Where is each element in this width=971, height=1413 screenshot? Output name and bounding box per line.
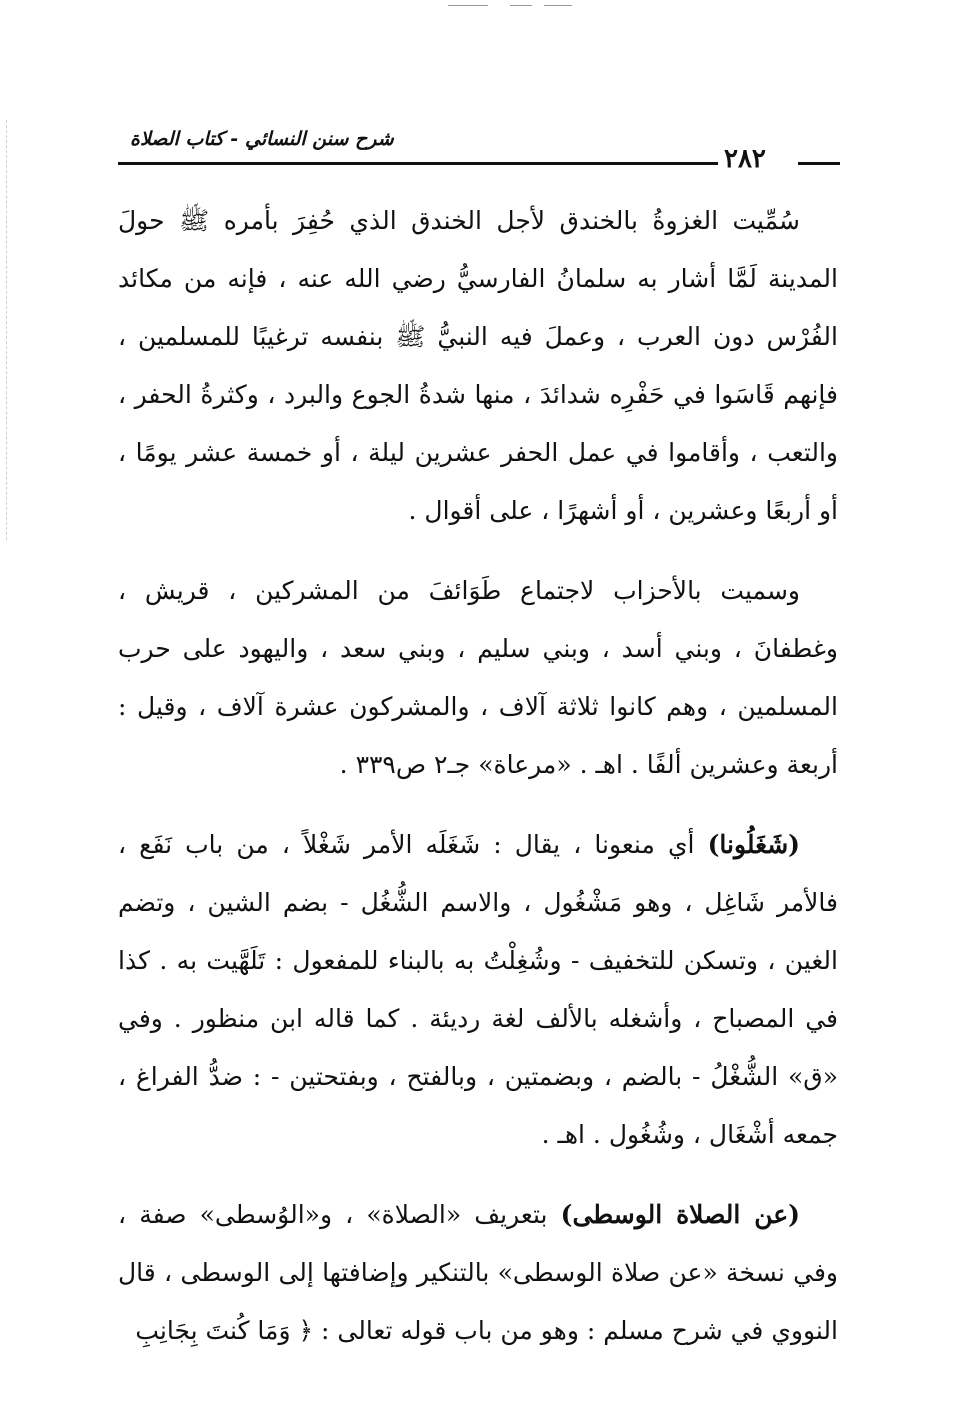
scan-binding-line xyxy=(6,120,7,540)
paragraph-1-text: سُمِّيت الغزوةُ بالخندق لأجل الخندق الذي حُفِرَ بأمره ﷺ حولَ المدينة لَمَّا أشار به سلمانُ الفارسيُّ رضي الله عنه ، فإنه من مكائد الفُرْس دون العرب ، وعملَ فيه النبيُّ ﷺ بنفسه ترغيبًا للمسلمين ، فإنهم قَاسَوا في حَفْرِه شدائدَ ، منها شدةُ الجوع والبرد ، وكثرةُ الحفر ، والتعب ، وأقاموا في عمل الحفر عشرين ليلة ، أو خمسة عشر يومًا ، أو أربعًا وعشرين ، أو أشهرًا ، على أقوال . xyxy=(118,206,838,525)
page-body xyxy=(118,192,838,1360)
paragraph-3 xyxy=(118,816,838,1164)
header-rule xyxy=(118,162,718,165)
paragraph-4-text: بتعريف «الصلاة» ، و«الوُسطى» صفة ، وفي نسخة «عن صلاة الوسطى» بالتنكير وإضافتها إلى الوسطى ، قال النووي في شرح مسلم : وهو من باب قوله تعالى : ﴿ وَمَا كُنتَ بِجَانِبِ xyxy=(118,1200,838,1345)
running-title: شرح سنن النسائي - كتاب الصلاة xyxy=(130,128,394,150)
page-number: ٢٨٢ xyxy=(724,144,766,174)
scan-top-marks xyxy=(440,2,590,10)
paragraph-1 xyxy=(118,192,838,540)
page-header xyxy=(118,122,838,182)
paragraph-2-text: وسميت بالأحزاب لاجتماع طَوَائفَ من المشركين ، قريش ، وغطفانَ ، وبني أسد ، وبني سليم ، وبني سعد ، واليهود على حرب المسلمين ، وهم كانوا ثلاثة آلاف ، والمشركون عشرة آلاف ، وقيل : أربعة وعشرين ألفًا . اهـ . «مرعاة» جـ٢ ص٣٣٩ . xyxy=(118,576,838,779)
paragraph-2 xyxy=(118,562,838,794)
paragraph-3-lead: (شَغَلُونا) xyxy=(707,830,800,859)
paragraph-4 xyxy=(118,1186,838,1360)
paragraph-3-text: أي منعونا ، يقال : شَغَلَه الأمر شَغْلاً ، من باب نَفَع ، فالأمر شَاغِل ، وهو مَشْغُول ، والاسم الشُّغُل - بضم الشين ، وتضم الغين ، وتسكن للتخفيف - وشُغِلْتُ به بالبناء للمفعول : تَلَهَّيت به . كذا في المصباح ، وأشغله بالألف لغة رديئة . كما قاله ابن منظور . وفي «ق» الشُّغْلُ - بالضم ، وبضمتين ، وبالفتح ، وبفتحتين - : ضدُّ الفراغ ، جمعه أشْغَال ، وشُغُول . اهـ . xyxy=(118,830,838,1149)
paragraph-4-lead: (عن الصلاة الوسطى) xyxy=(560,1200,800,1229)
page-number-dash xyxy=(798,162,840,165)
